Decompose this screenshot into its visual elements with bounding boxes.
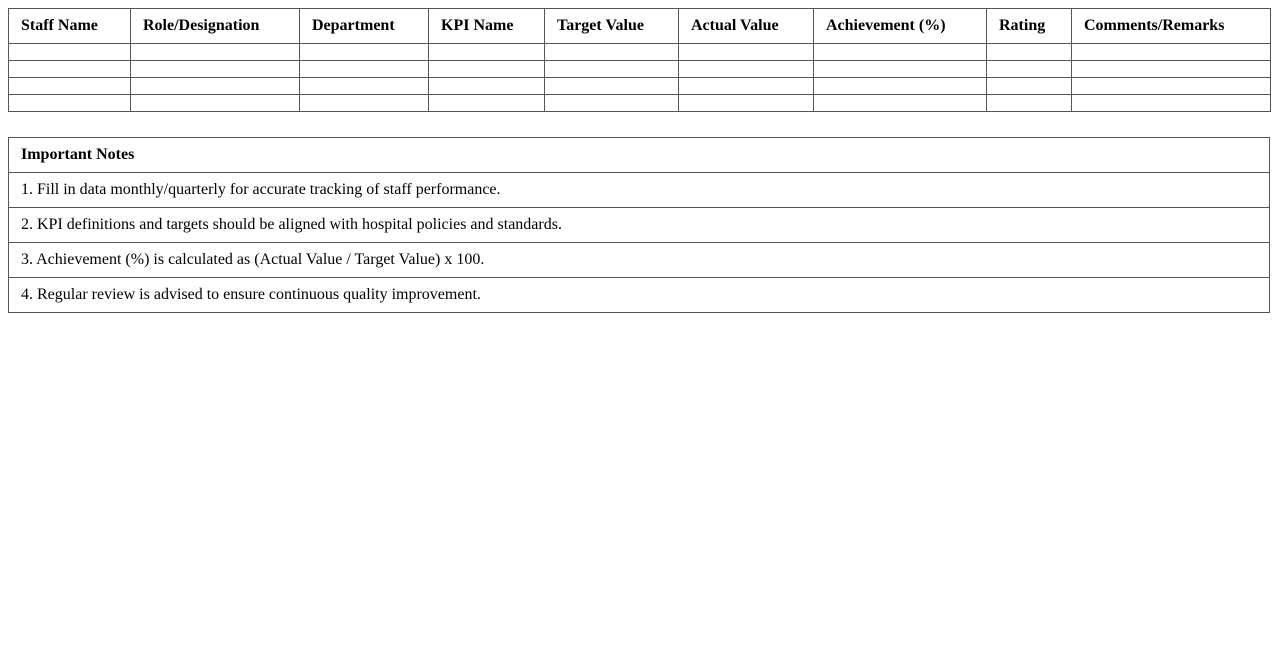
table-cell[interactable] <box>300 78 429 95</box>
table-row <box>9 78 1271 95</box>
table-cell[interactable] <box>429 95 545 112</box>
notes-table <box>8 137 1270 313</box>
table-cell[interactable] <box>1072 78 1271 95</box>
table-cell[interactable] <box>679 44 814 61</box>
table-cell[interactable] <box>9 95 131 112</box>
note-item: 3. Achievement (%) is calculated as (Actual Value / Target Value) x 100. <box>9 243 1270 278</box>
table-cell[interactable] <box>679 95 814 112</box>
note-row <box>9 208 1270 243</box>
header-role-designation: Role/Designation <box>131 9 300 44</box>
header-target-value: Target Value <box>545 9 679 44</box>
table-cell[interactable] <box>1072 44 1271 61</box>
header-rating: Rating <box>987 9 1072 44</box>
note-row <box>9 278 1270 313</box>
table-row <box>9 95 1271 112</box>
page <box>0 0 1278 313</box>
table-cell[interactable] <box>987 61 1072 78</box>
table-cell[interactable] <box>9 44 131 61</box>
table-cell[interactable] <box>545 44 679 61</box>
header-comments-remarks: Comments/Remarks <box>1072 9 1271 44</box>
table-cell[interactable] <box>1072 95 1271 112</box>
note-item: 2. KPI definitions and targets should be aligned with hospital policies and standards. <box>9 208 1270 243</box>
table-cell[interactable] <box>987 95 1072 112</box>
header-actual-value: Actual Value <box>679 9 814 44</box>
header-achievement: Achievement (%) <box>814 9 987 44</box>
table-cell[interactable] <box>131 78 300 95</box>
table-cell[interactable] <box>131 44 300 61</box>
table-cell[interactable] <box>679 61 814 78</box>
note-row <box>9 173 1270 208</box>
table-cell[interactable] <box>429 78 545 95</box>
table-cell[interactable] <box>814 44 987 61</box>
table-cell[interactable] <box>545 78 679 95</box>
table-cell[interactable] <box>679 78 814 95</box>
kpi-table <box>8 8 1271 112</box>
table-cell[interactable] <box>814 78 987 95</box>
table-cell[interactable] <box>545 61 679 78</box>
note-row <box>9 243 1270 278</box>
table-cell[interactable] <box>429 44 545 61</box>
table-cell[interactable] <box>814 95 987 112</box>
table-cell[interactable] <box>814 61 987 78</box>
table-cell[interactable] <box>1072 61 1271 78</box>
header-department: Department <box>300 9 429 44</box>
table-cell[interactable] <box>9 78 131 95</box>
table-cell[interactable] <box>987 44 1072 61</box>
table-cell[interactable] <box>131 61 300 78</box>
header-staff-name: Staff Name <box>9 9 131 44</box>
table-cell[interactable] <box>300 44 429 61</box>
notes-header-row <box>9 138 1270 173</box>
table-cell[interactable] <box>131 95 300 112</box>
note-item: 4. Regular review is advised to ensure continuous quality improvement. <box>9 278 1270 313</box>
notes-title: Important Notes <box>9 138 1270 173</box>
table-cell[interactable] <box>545 95 679 112</box>
header-kpi-name: KPI Name <box>429 9 545 44</box>
table-cell[interactable] <box>987 78 1072 95</box>
table-header-row <box>9 9 1271 44</box>
table-row <box>9 61 1271 78</box>
table-row <box>9 44 1271 61</box>
table-cell[interactable] <box>300 95 429 112</box>
table-cell[interactable] <box>9 61 131 78</box>
note-item: 1. Fill in data monthly/quarterly for accurate tracking of staff performance. <box>9 173 1270 208</box>
table-cell[interactable] <box>429 61 545 78</box>
table-cell[interactable] <box>300 61 429 78</box>
